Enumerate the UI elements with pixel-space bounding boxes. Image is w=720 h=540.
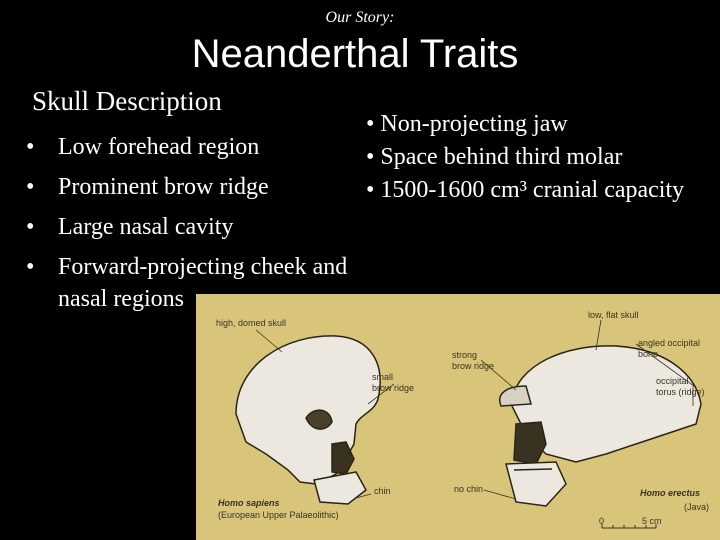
label-homo-sapiens-sub: (European Upper Palaeolithic)	[218, 510, 339, 520]
bullet-text: Forward-projecting cheek and nasal regions	[58, 254, 348, 312]
label-strong-brow-2: brow ridge	[452, 361, 495, 371]
label-high-domed: high, domed skull	[216, 318, 287, 328]
label-small-brow-1: small	[372, 372, 394, 382]
label-homo-erectus: Homo erectus	[640, 488, 701, 498]
list-item: • 1500-1600 cm³ cranial capacity	[366, 177, 685, 203]
label-low-flat: low, flat skull	[588, 310, 639, 320]
bullet-marker: •	[26, 214, 35, 240]
skull-drawings	[196, 294, 720, 540]
label-chin: chin	[374, 486, 391, 496]
list-item	[26, 127, 366, 167]
bullet-marker: •	[26, 254, 35, 280]
slide-title: Neanderthal Traits	[191, 32, 519, 76]
label-no-chin: no chin	[454, 484, 484, 494]
bullet-text: Prominent brow ridge	[58, 174, 269, 200]
label-strong-brow-1: strong	[452, 350, 478, 360]
skull-comparison-figure	[196, 294, 720, 540]
label-homo-sapiens: Homo sapiens	[218, 498, 280, 508]
list-item	[26, 207, 366, 247]
list-item	[26, 167, 366, 207]
label-angled-occipital-2: bone	[638, 349, 659, 359]
bullet-text: Low forehead region	[58, 134, 260, 160]
bullet-text: Large nasal cavity	[58, 214, 234, 240]
homo-sapiens-skull	[236, 336, 380, 504]
bullet-marker: •	[26, 174, 35, 200]
label-small-brow-2: brow ridge	[372, 383, 415, 393]
label-occipital-torus-1: occipital	[656, 376, 689, 386]
bullet-marker: •	[26, 134, 35, 160]
left-bullet-list	[26, 127, 366, 315]
right-bullet-list	[366, 108, 720, 207]
label-angled-occipital-1: angled occipital	[638, 338, 701, 348]
label-homo-erectus-sub: (Java)	[684, 502, 710, 512]
subheading: Skull Description	[32, 86, 222, 116]
label-occipital-torus-2: torus (ridge)	[656, 387, 705, 397]
list-item: • Space behind third molar	[366, 144, 623, 170]
list-item: • Non-projecting jaw	[366, 111, 568, 137]
homo-erectus-skull	[500, 346, 701, 506]
scale-label-5cm: 5 cm	[642, 516, 662, 526]
slide-header: Our Story:	[325, 9, 395, 26]
scale-label-0: 0	[599, 516, 605, 526]
